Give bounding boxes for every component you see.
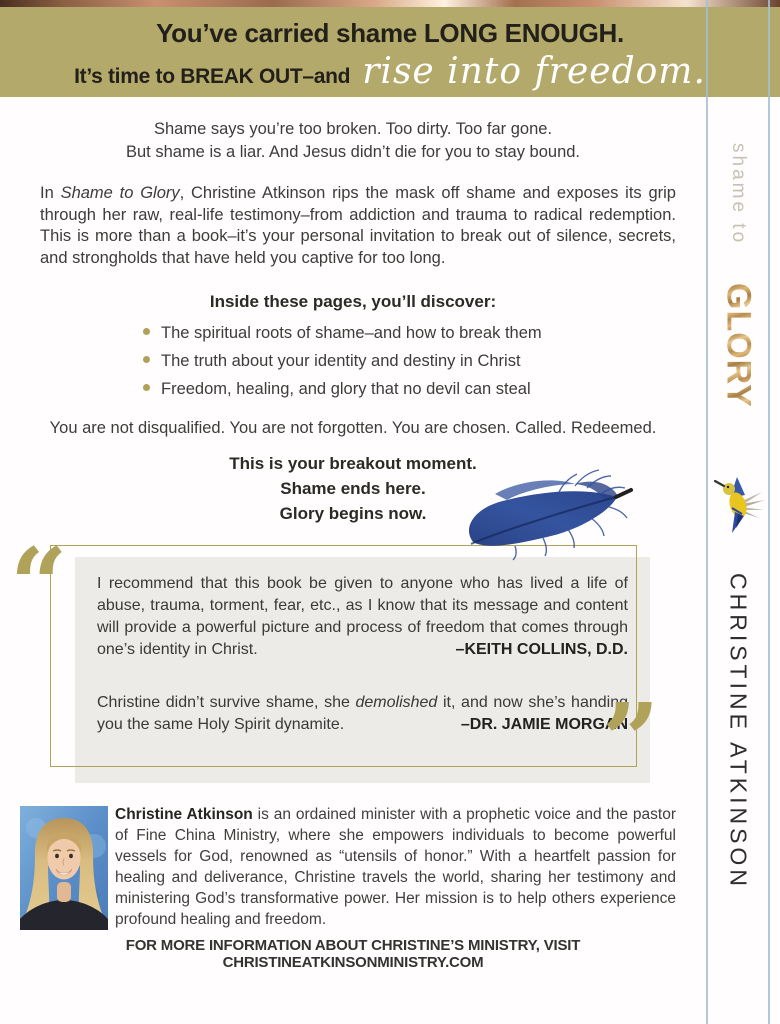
spine-divider-line (706, 0, 708, 1024)
bullet-text: The spiritual roots of shame–and how to break them (161, 324, 542, 342)
bullet-text: Freedom, healing, and glory that no devil can steal (161, 380, 531, 398)
intro-line-1: Shame says you’re too broken. Too dirty. Too far gone. (153, 120, 553, 138)
book-spine (706, 0, 770, 1024)
bullet-dot-icon (143, 356, 150, 363)
testimonial-2-text-post: it, and now she’s handing you the same Holy Spirit dynamite. (97, 694, 628, 733)
discover-bullet-list (0, 322, 706, 406)
spine-subtitle: shame to (728, 143, 749, 246)
testimonial-2-text-italic: demolished (355, 694, 438, 711)
testimonial-1 (97, 573, 628, 661)
breakout-line-2: Shame ends here. (280, 479, 426, 498)
banner-subheadline (0, 51, 780, 92)
description-body: , Christine Atkinson rips the mask off shame and exposes its grip through her raw, real-life testimony–from addiction and trauma to radical redemption. This is more than a book–it’s your personal invitation to break out of silence, secrets, and strongholds that have held you captive for too long. (40, 184, 676, 267)
list-item (143, 322, 563, 344)
testimonial-1-text: I recommend that this book be given to anyone who has lived a life of abuse, trauma, torment, fear, etc., as I know that its message and content will provide a powerful picture and process of freedom that comes through one’s identity in Christ. (97, 575, 628, 658)
discover-heading: Inside these pages, you’ll discover: (209, 292, 497, 311)
blue-feather-image (455, 462, 665, 572)
intro-paragraph (0, 118, 706, 164)
book-title-italic: Shame to Glory (60, 184, 180, 202)
author-bio (115, 804, 676, 930)
banner-subheadline-bold: It’s time to BREAK OUT–and (74, 65, 351, 88)
testimonial-2-text-pre: Christine didn’t survive shame, she (97, 694, 356, 711)
open-quote-icon: “ (10, 526, 68, 644)
spine-author-name: CHRISTINE ATKINSON (725, 573, 752, 890)
metallic-foil-strip (0, 0, 780, 7)
spine-edge-line (768, 0, 770, 1024)
banner-headline: You’ve carried shame LONG ENOUGH. (156, 18, 624, 48)
testimonials (97, 573, 628, 736)
affirmation-line: You are not disqualified. You are not forgotten. You are chosen. Called. Redeemed. (49, 419, 657, 437)
breakout-line-1: This is your breakout moment. (229, 454, 477, 473)
spine-title: GLORY (719, 283, 758, 408)
author-photo (20, 806, 108, 930)
list-item (143, 350, 563, 372)
banner-subheadline-script: rise into freedom. (362, 51, 706, 92)
bird-image (710, 474, 766, 536)
breakout-line-3: Glory begins now. (279, 504, 427, 523)
bullet-dot-icon (143, 328, 150, 335)
testimonial-2-attribution: –DR. JAMIE MORGAN (460, 716, 628, 733)
author-bio-body: is an ordained minister with a prophetic voice and the pastor of Fine China Ministry, where she empowers individuals to become powerful vessels for God, renowned as “utensils of honor.” With a heartfelt passion for healing and deliverance, Christine travels the world, sharing her testimony and ministering God’s transformative power. Her mission is to help others experience profound healing and freedom. (115, 806, 676, 928)
book-description (40, 183, 676, 269)
headline-banner (0, 7, 780, 97)
close-quote-icon: ” (602, 681, 660, 799)
author-name: Christine Atkinson (115, 806, 253, 823)
intro-line-2: But shame is a liar. And Jesus didn’t die for you to stay bound. (125, 143, 581, 161)
testimonial-1-attribution: –KEITH COLLINS, D.D. (455, 641, 628, 658)
bullet-text: The truth about your identity and destiny in Christ (161, 352, 521, 370)
footer-ministry-line: FOR MORE INFORMATION ABOUT CHRISTINE’S MINISTRY, VISIT CHRISTINEATKINSONMINISTRY.COM (125, 937, 581, 971)
list-item (143, 378, 563, 400)
description-prefix: In (40, 184, 61, 202)
bullet-dot-icon (143, 384, 150, 391)
testimonial-2 (97, 692, 628, 736)
